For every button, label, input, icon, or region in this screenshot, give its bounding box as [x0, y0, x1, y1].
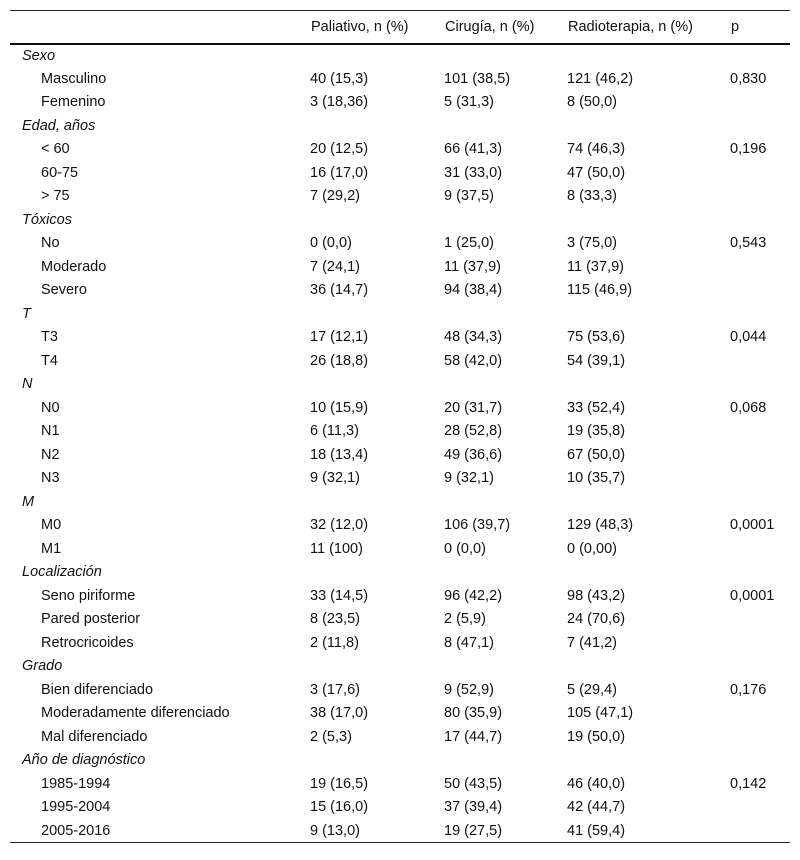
row-label: T3: [41, 329, 58, 346]
cell-p-value: [730, 420, 790, 444]
table-row: [10, 702, 790, 726]
cell-radioterapia: 11 (37,9): [567, 258, 624, 275]
cell-p-value: [730, 443, 790, 467]
cell-paliativo: 6 (11,3): [310, 423, 359, 440]
category-row: [10, 655, 790, 679]
cell-cirugia: 17 (44,7): [444, 728, 503, 745]
cell-radioterapia: 74 (46,3): [567, 141, 626, 158]
cell-radioterapia: 19 (50,0): [567, 728, 626, 745]
cell-paliativo: 19 (16,5): [310, 775, 369, 792]
cell-paliativo: 18 (13,4): [310, 446, 369, 463]
cell-p-value: 0,176: [730, 681, 767, 698]
category-row: [10, 302, 790, 326]
cell-paliativo: 36 (14,7): [310, 282, 369, 299]
table-row: [10, 631, 790, 655]
cell-paliativo: 10 (15,9): [310, 399, 369, 416]
cell-p-value: [730, 467, 790, 491]
cell-cirugia: 8 (47,1): [444, 634, 494, 651]
table-row: [10, 819, 790, 843]
category-label: Localización: [22, 564, 102, 581]
cell-paliativo: 38 (17,0): [310, 705, 369, 722]
cell-paliativo: 2 (5,3): [310, 728, 352, 745]
header-row: [10, 11, 790, 44]
cell-p-value: 0,0001: [730, 587, 775, 604]
cell-cirugia: 31 (33,0): [444, 164, 503, 181]
cell-cirugia: 106 (39,7): [444, 517, 511, 534]
category-row: [10, 490, 790, 514]
cell-cirugia: 49 (36,6): [444, 446, 503, 463]
row-label: N0: [41, 399, 60, 416]
cell-p-value: 0,196: [730, 141, 767, 158]
cell-cirugia: 28 (52,8): [444, 423, 503, 440]
cell-cirugia: 48 (34,3): [444, 329, 503, 346]
table-header: [10, 11, 790, 44]
cell-p-value: 0,543: [730, 235, 767, 252]
header-cell-radioterapia: Radioterapia, n (%): [568, 18, 693, 35]
cell-p-value: [730, 702, 790, 726]
cell-cirugia: 94 (38,4): [444, 282, 503, 299]
cell-cirugia: 9 (37,5): [444, 188, 494, 205]
table-row: [10, 796, 790, 820]
header-cell-cirugia: Cirugía, n (%): [445, 18, 535, 35]
cell-p-value: [730, 91, 790, 115]
cell-radioterapia: 129 (48,3): [567, 517, 634, 534]
cell-paliativo: 9 (13,0): [310, 822, 360, 839]
category-row: [10, 114, 790, 138]
category-row: [10, 561, 790, 585]
row-label: N1: [41, 423, 60, 440]
cell-cirugia: 9 (32,1): [444, 470, 494, 487]
cell-p-value: 0,068: [730, 399, 767, 416]
cell-radioterapia: 0 (0,00): [567, 540, 617, 557]
cell-cirugia: 58 (42,0): [444, 352, 503, 369]
row-label: Pared posterior: [41, 611, 141, 628]
row-label: 2005-2016: [41, 822, 111, 839]
category-row: [10, 208, 790, 232]
category-label: T: [22, 305, 31, 322]
row-label: M1: [41, 540, 62, 557]
cell-paliativo: 7 (24,1): [310, 258, 360, 275]
cell-paliativo: 17 (12,1): [310, 329, 369, 346]
cell-cirugia: 0 (0,0): [444, 540, 486, 557]
category-row: [10, 373, 790, 397]
cell-paliativo: 32 (12,0): [310, 517, 369, 534]
row-label: Seno piriforme: [41, 587, 136, 604]
row-label: 60-75: [41, 164, 79, 181]
category-label: M: [22, 493, 35, 510]
cell-radioterapia: 98 (43,2): [567, 587, 626, 604]
cell-paliativo: 11 (100): [310, 540, 363, 557]
cell-radioterapia: 3 (75,0): [567, 235, 617, 252]
cell-cirugia: 80 (35,9): [444, 705, 503, 722]
cell-radioterapia: 8 (33,3): [567, 188, 617, 205]
cell-paliativo: 9 (32,1): [310, 470, 360, 487]
row-label: Mal diferenciado: [41, 728, 148, 745]
header-cell-p: p: [731, 18, 740, 35]
table-row: [10, 725, 790, 749]
cell-p-value: [730, 185, 790, 209]
cell-radioterapia: 24 (70,6): [567, 611, 626, 628]
cell-radioterapia: 5 (29,4): [567, 681, 617, 698]
category-row: [10, 749, 790, 773]
cell-radioterapia: 33 (52,4): [567, 399, 626, 416]
cell-radioterapia: 46 (40,0): [567, 775, 626, 792]
category-label: Año de diagnóstico: [22, 752, 146, 769]
table-row: [10, 467, 790, 491]
cell-paliativo: 40 (15,3): [310, 70, 369, 87]
table-row: [10, 514, 790, 538]
row-label: N2: [41, 446, 60, 463]
row-label: > 75: [41, 188, 70, 205]
row-label: Bien diferenciado: [41, 681, 154, 698]
cell-paliativo: 20 (12,5): [310, 141, 369, 158]
cell-p-value: 0,830: [730, 70, 767, 87]
cell-p-value: [730, 279, 790, 303]
cell-radioterapia: 115 (46,9): [567, 282, 633, 299]
cell-cirugia: 66 (41,3): [444, 141, 503, 158]
table-row: [10, 443, 790, 467]
row-label: M0: [41, 517, 62, 534]
cell-paliativo: 15 (16,0): [310, 799, 369, 816]
cell-p-value: [730, 631, 790, 655]
table-row: [10, 772, 790, 796]
cell-p-value: [730, 725, 790, 749]
cell-radioterapia: 19 (35,8): [567, 423, 626, 440]
table-row: [10, 584, 790, 608]
row-label: Severo: [41, 282, 87, 299]
table-body: [10, 44, 790, 843]
cell-paliativo: 8 (23,5): [310, 611, 360, 628]
row-label: < 60: [41, 141, 70, 158]
cell-paliativo: 3 (17,6): [310, 681, 360, 698]
category-label: Grado: [22, 658, 63, 675]
cell-cirugia: 5 (31,3): [444, 94, 494, 111]
cell-paliativo: 26 (18,8): [310, 352, 369, 369]
table-row: [10, 185, 790, 209]
cell-radioterapia: 47 (50,0): [567, 164, 626, 181]
table-row: [10, 326, 790, 350]
cell-p-value: [730, 537, 790, 561]
cell-paliativo: 2 (11,8): [310, 634, 359, 651]
cell-cirugia: 37 (39,4): [444, 799, 503, 816]
cell-cirugia: 101 (38,5): [444, 70, 511, 87]
cell-p-value: 0,044: [730, 329, 767, 346]
results-table: [10, 10, 790, 843]
cell-radioterapia: 42 (44,7): [567, 799, 626, 816]
cell-p-value: [730, 796, 790, 820]
table-row: [10, 161, 790, 185]
cell-cirugia: 11 (37,9): [444, 258, 501, 275]
category-label: Sexo: [22, 47, 56, 64]
row-label: N3: [41, 470, 60, 487]
cell-paliativo: 3 (18,36): [310, 94, 369, 111]
row-label: Masculino: [41, 70, 107, 87]
table-row: [10, 67, 790, 91]
cell-cirugia: 1 (25,0): [444, 235, 494, 252]
cell-paliativo: 7 (29,2): [310, 188, 360, 205]
cell-radioterapia: 67 (50,0): [567, 446, 626, 463]
cell-paliativo: 16 (17,0): [310, 164, 369, 181]
cell-cirugia: 9 (52,9): [444, 681, 494, 698]
table-row: [10, 138, 790, 162]
cell-cirugia: 19 (27,5): [444, 822, 503, 839]
table-row: [10, 232, 790, 256]
table-row: [10, 608, 790, 632]
row-label: 1985-1994: [41, 775, 111, 792]
cell-paliativo: 33 (14,5): [310, 587, 369, 604]
row-label: Moderadamente diferenciado: [41, 705, 230, 722]
table-row: [10, 678, 790, 702]
cell-cirugia: 2 (5,9): [444, 611, 486, 628]
cell-radioterapia: 121 (46,2): [567, 70, 634, 87]
table-row: [10, 537, 790, 561]
cell-cirugia: 50 (43,5): [444, 775, 503, 792]
table-row: [10, 396, 790, 420]
cell-radioterapia: 41 (59,4): [567, 822, 626, 839]
category-label: Edad, años: [22, 117, 96, 134]
cell-radioterapia: 8 (50,0): [567, 94, 617, 111]
table-row: [10, 255, 790, 279]
table-container: [10, 10, 790, 843]
cell-p-value: [730, 349, 790, 373]
header-cell-paliativo: Paliativo, n (%): [311, 18, 409, 35]
cell-paliativo: 0 (0,0): [310, 235, 352, 252]
cell-p-value: [730, 819, 790, 843]
cell-p-value: 0,142: [730, 775, 767, 792]
table-row: [10, 420, 790, 444]
row-label: T4: [41, 352, 58, 369]
row-label: Moderado: [41, 258, 107, 275]
cell-p-value: [730, 255, 790, 279]
row-label: No: [41, 235, 60, 252]
row-label: 1995-2004: [41, 799, 111, 816]
table-row: [10, 279, 790, 303]
cell-radioterapia: 54 (39,1): [567, 352, 626, 369]
row-label: Femenino: [41, 94, 106, 111]
category-label: N: [22, 376, 33, 393]
cell-p-value: 0,0001: [730, 517, 775, 534]
cell-radioterapia: 75 (53,6): [567, 329, 626, 346]
cell-radioterapia: 105 (47,1): [567, 705, 634, 722]
header-cell-label: [10, 11, 310, 44]
cell-radioterapia: 10 (35,7): [567, 470, 626, 487]
cell-cirugia: 96 (42,2): [444, 587, 503, 604]
cell-cirugia: 20 (31,7): [444, 399, 503, 416]
row-label: Retrocricoides: [41, 634, 134, 651]
category-label: Tóxicos: [22, 211, 72, 228]
cell-p-value: [730, 608, 790, 632]
table-row: [10, 91, 790, 115]
cell-p-value: [730, 161, 790, 185]
table-row: [10, 349, 790, 373]
cell-radioterapia: 7 (41,2): [567, 634, 617, 651]
category-row: [10, 44, 790, 68]
